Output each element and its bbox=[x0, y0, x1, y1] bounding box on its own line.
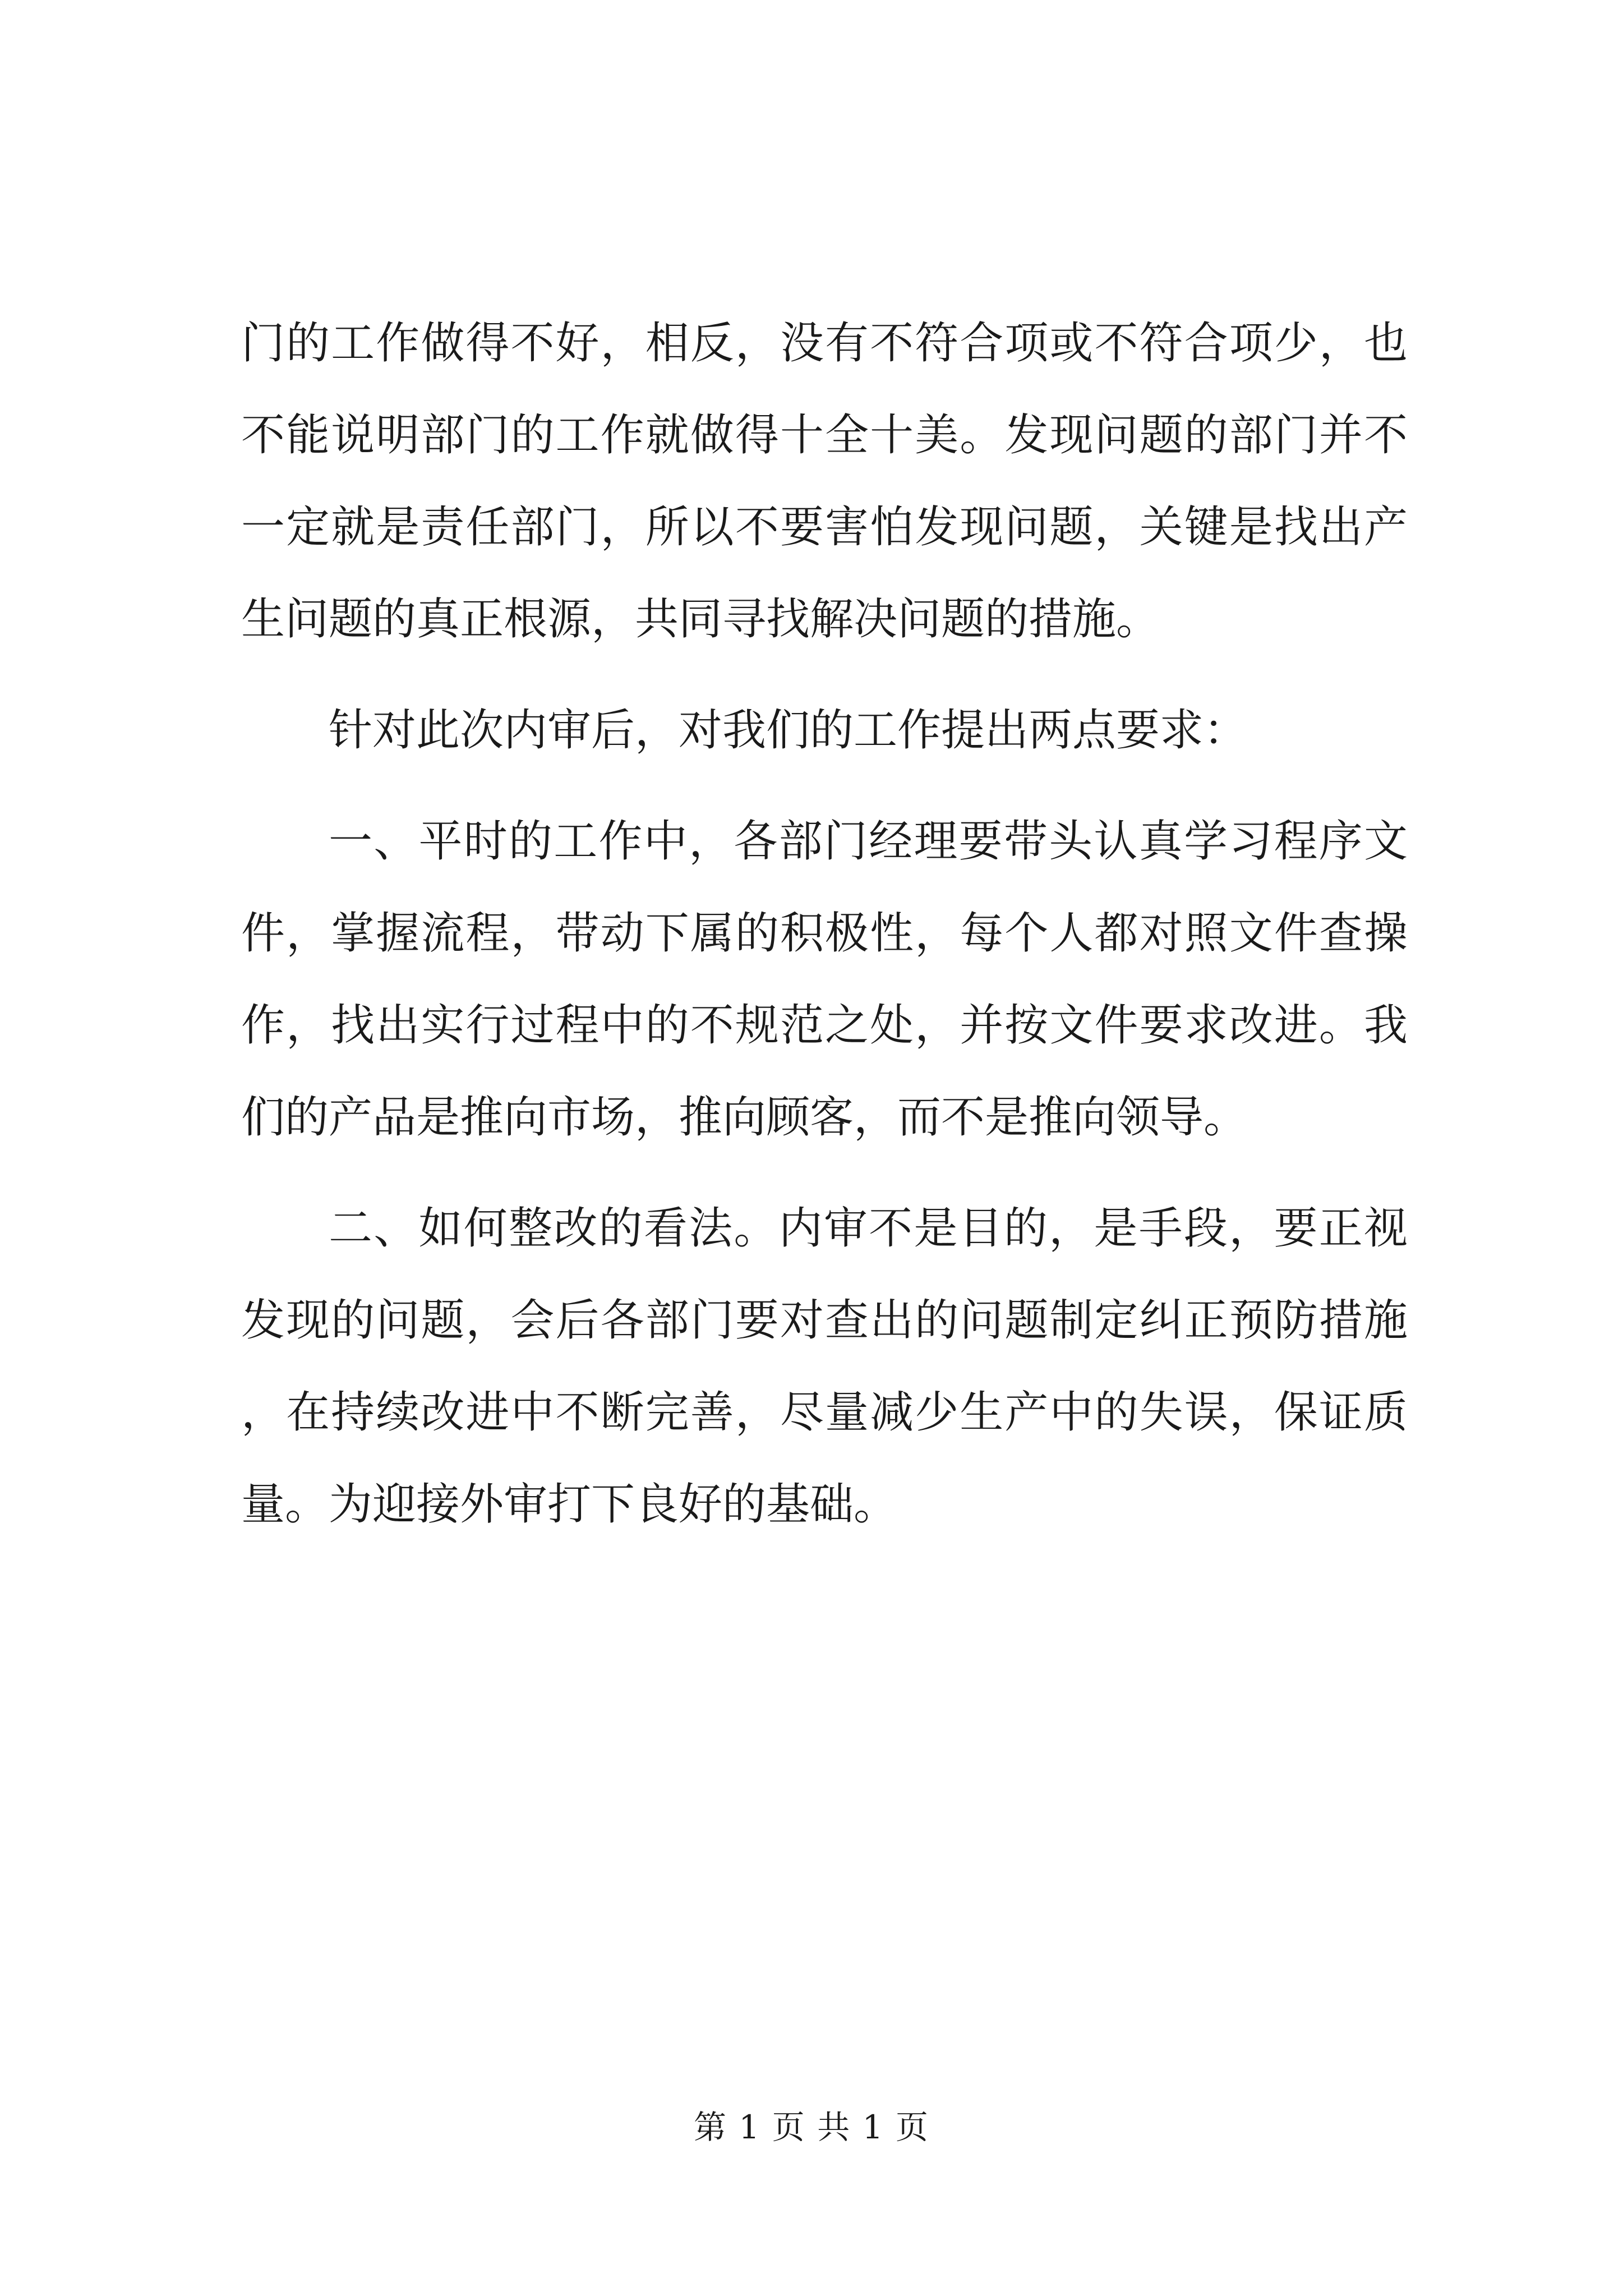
paragraph-requirement-two: 二、如何整改的看法。内审不是目的，是手段，要正视发现的问题，会后各部门要对查出的问题制定纠正预防措施，在持续改进中不断完善，尽量减少生产中的失误，保证质量。为迎接外审打下良好的基础。 bbox=[241, 1203, 1408, 1530]
paragraph-requirements-intro: 针对此次内审后，对我们的工作提出两点要求： bbox=[329, 705, 1248, 756]
page-number-footer: 第 1 页 共 1 页 bbox=[694, 2108, 929, 2146]
paragraph-continuation: 门的工作做得不好，相反，没有不符合项或不符合项少，也不能说明部门的工作就做得十全十美。发现问题的部门并不一定就是责任部门，所以不要害怕发现问题，关键是找出产生问题的真正根源，共同寻找解决问题的措施。 bbox=[241, 318, 1408, 645]
document-body bbox=[241, 297, 1408, 1550]
paragraph-requirement-one: 一、平时的工作中，各部门经理要带头认真学习程序文件，掌握流程，带动下属的积极性，每个人都对照文件查操作，找出实行过程中的不规范之处，并按文件要求改进。我们的产品是推向市场，推向顾客，而不是推向领导。 bbox=[241, 816, 1408, 1143]
